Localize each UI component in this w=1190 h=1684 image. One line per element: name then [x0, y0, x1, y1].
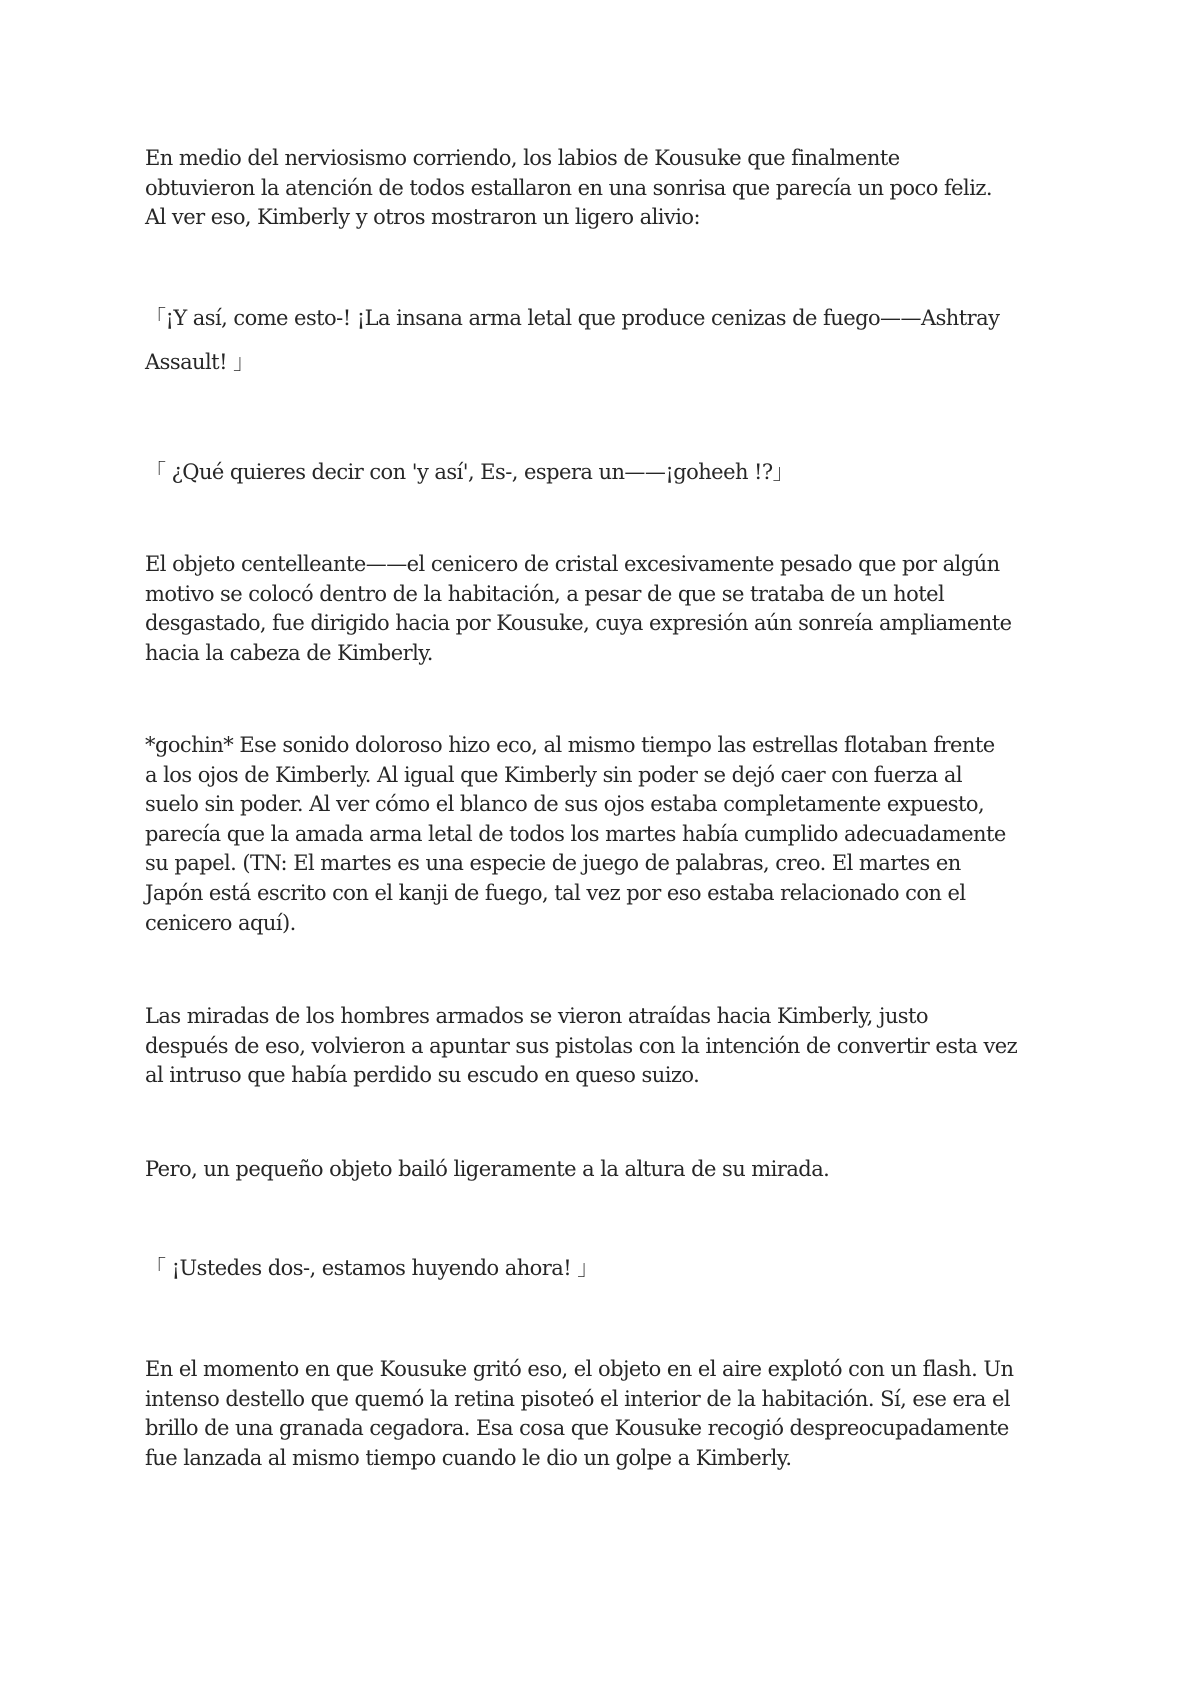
text-line: motivo se colocó dentro de la habitación, a pesar de que se trataba de un hotel: [145, 581, 945, 606]
dialogue-3: [145, 1254, 1065, 1284]
text-line: Las miradas de los hombres armados se vieron atraídas hacia Kimberly, justo: [145, 1004, 929, 1028]
text-line: *gochin* Ese sonido doloroso hizo eco, al mismo tiempo las estrellas flotaban frente: [145, 733, 995, 757]
text-line: Japón está escrito con el kanji de fuego, tal vez por eso estaba relacionado con el: [145, 880, 966, 905]
text-line: su papel. (TN: El martes es una especie de juego de palabras, creo. El martes en: [145, 851, 961, 876]
text-line: suelo sin poder. Al ver cómo el blanco de sus ojos estaba completamente expuesto,: [145, 792, 985, 817]
text-line: En el momento en que Kousuke gritó eso, el objeto en el aire explotó con un flash. Un: [145, 1357, 1014, 1381]
text-line: 「 ¡Ustedes dos-, estamos huyendo ahora! 」: [145, 1256, 598, 1280]
text-line: Al ver eso, Kimberly y otros mostraron un ligero alivio:: [145, 205, 701, 230]
text-line: después de eso, volvieron a apuntar sus pistolas con la intención de convertir esta vez: [145, 1033, 1018, 1058]
dialogue-2: [145, 458, 1065, 488]
text-line: 「 ¿Qué quieres decir con 'y así', Es-, espera un——¡goheeh !?」: [145, 460, 794, 484]
text-line: Pero, un pequeño objeto bailó ligeramente a la altura de su mirada.: [145, 1157, 830, 1181]
text-line: 「¡Y así, come esto-! ¡La insana arma letal que produce cenizas de fuego——Ashtray: [145, 306, 1000, 330]
text-line: a los ojos de Kimberly. Al igual que Kimberly sin poder se dejó caer con fuerza al: [145, 762, 963, 787]
paragraph-1: [145, 144, 1065, 233]
paragraph-3: [145, 731, 1065, 938]
text-line: brillo de una granada cegadora. Esa cosa que Kousuke recogió despreocupadamente: [145, 1416, 1009, 1441]
text-line: Assault! 」: [145, 350, 254, 374]
text-line: parecía que la amada arma letal de todos los martes había cumplido adecuadamente: [145, 821, 1006, 846]
text-line: cenicero aquí).: [145, 910, 296, 935]
text-line: hacia la cabeza de Kimberly.: [145, 640, 433, 665]
paragraph-2: [145, 550, 1065, 668]
text-line: El objeto centelleante——el cenicero de cristal excesivamente pesado que por algún: [145, 552, 1000, 576]
text-line: desgastado, fue dirigido hacia por Kousuke, cuya expresión aún sonreía ampliamente: [145, 611, 1012, 636]
text-line: En medio del nerviosismo corriendo, los labios de Kousuke que finalmente: [145, 146, 900, 170]
dialogue-1: [145, 296, 1065, 384]
text-line: obtuvieron la atención de todos estallaron en una sonrisa que parecía un poco feliz.: [145, 175, 993, 200]
paragraph-6: [145, 1355, 1065, 1473]
text-line: al intruso que había perdido su escudo en queso suizo.: [145, 1063, 700, 1088]
paragraph-4: [145, 1002, 1065, 1091]
text-line: fue lanzada al mismo tiempo cuando le dio un golpe a Kimberly.: [145, 1445, 792, 1470]
paragraph-5: [145, 1155, 1065, 1185]
text-line: intenso destello que quemó la retina pisoteó el interior de la habitación. Sí, ese era el: [145, 1386, 1010, 1411]
